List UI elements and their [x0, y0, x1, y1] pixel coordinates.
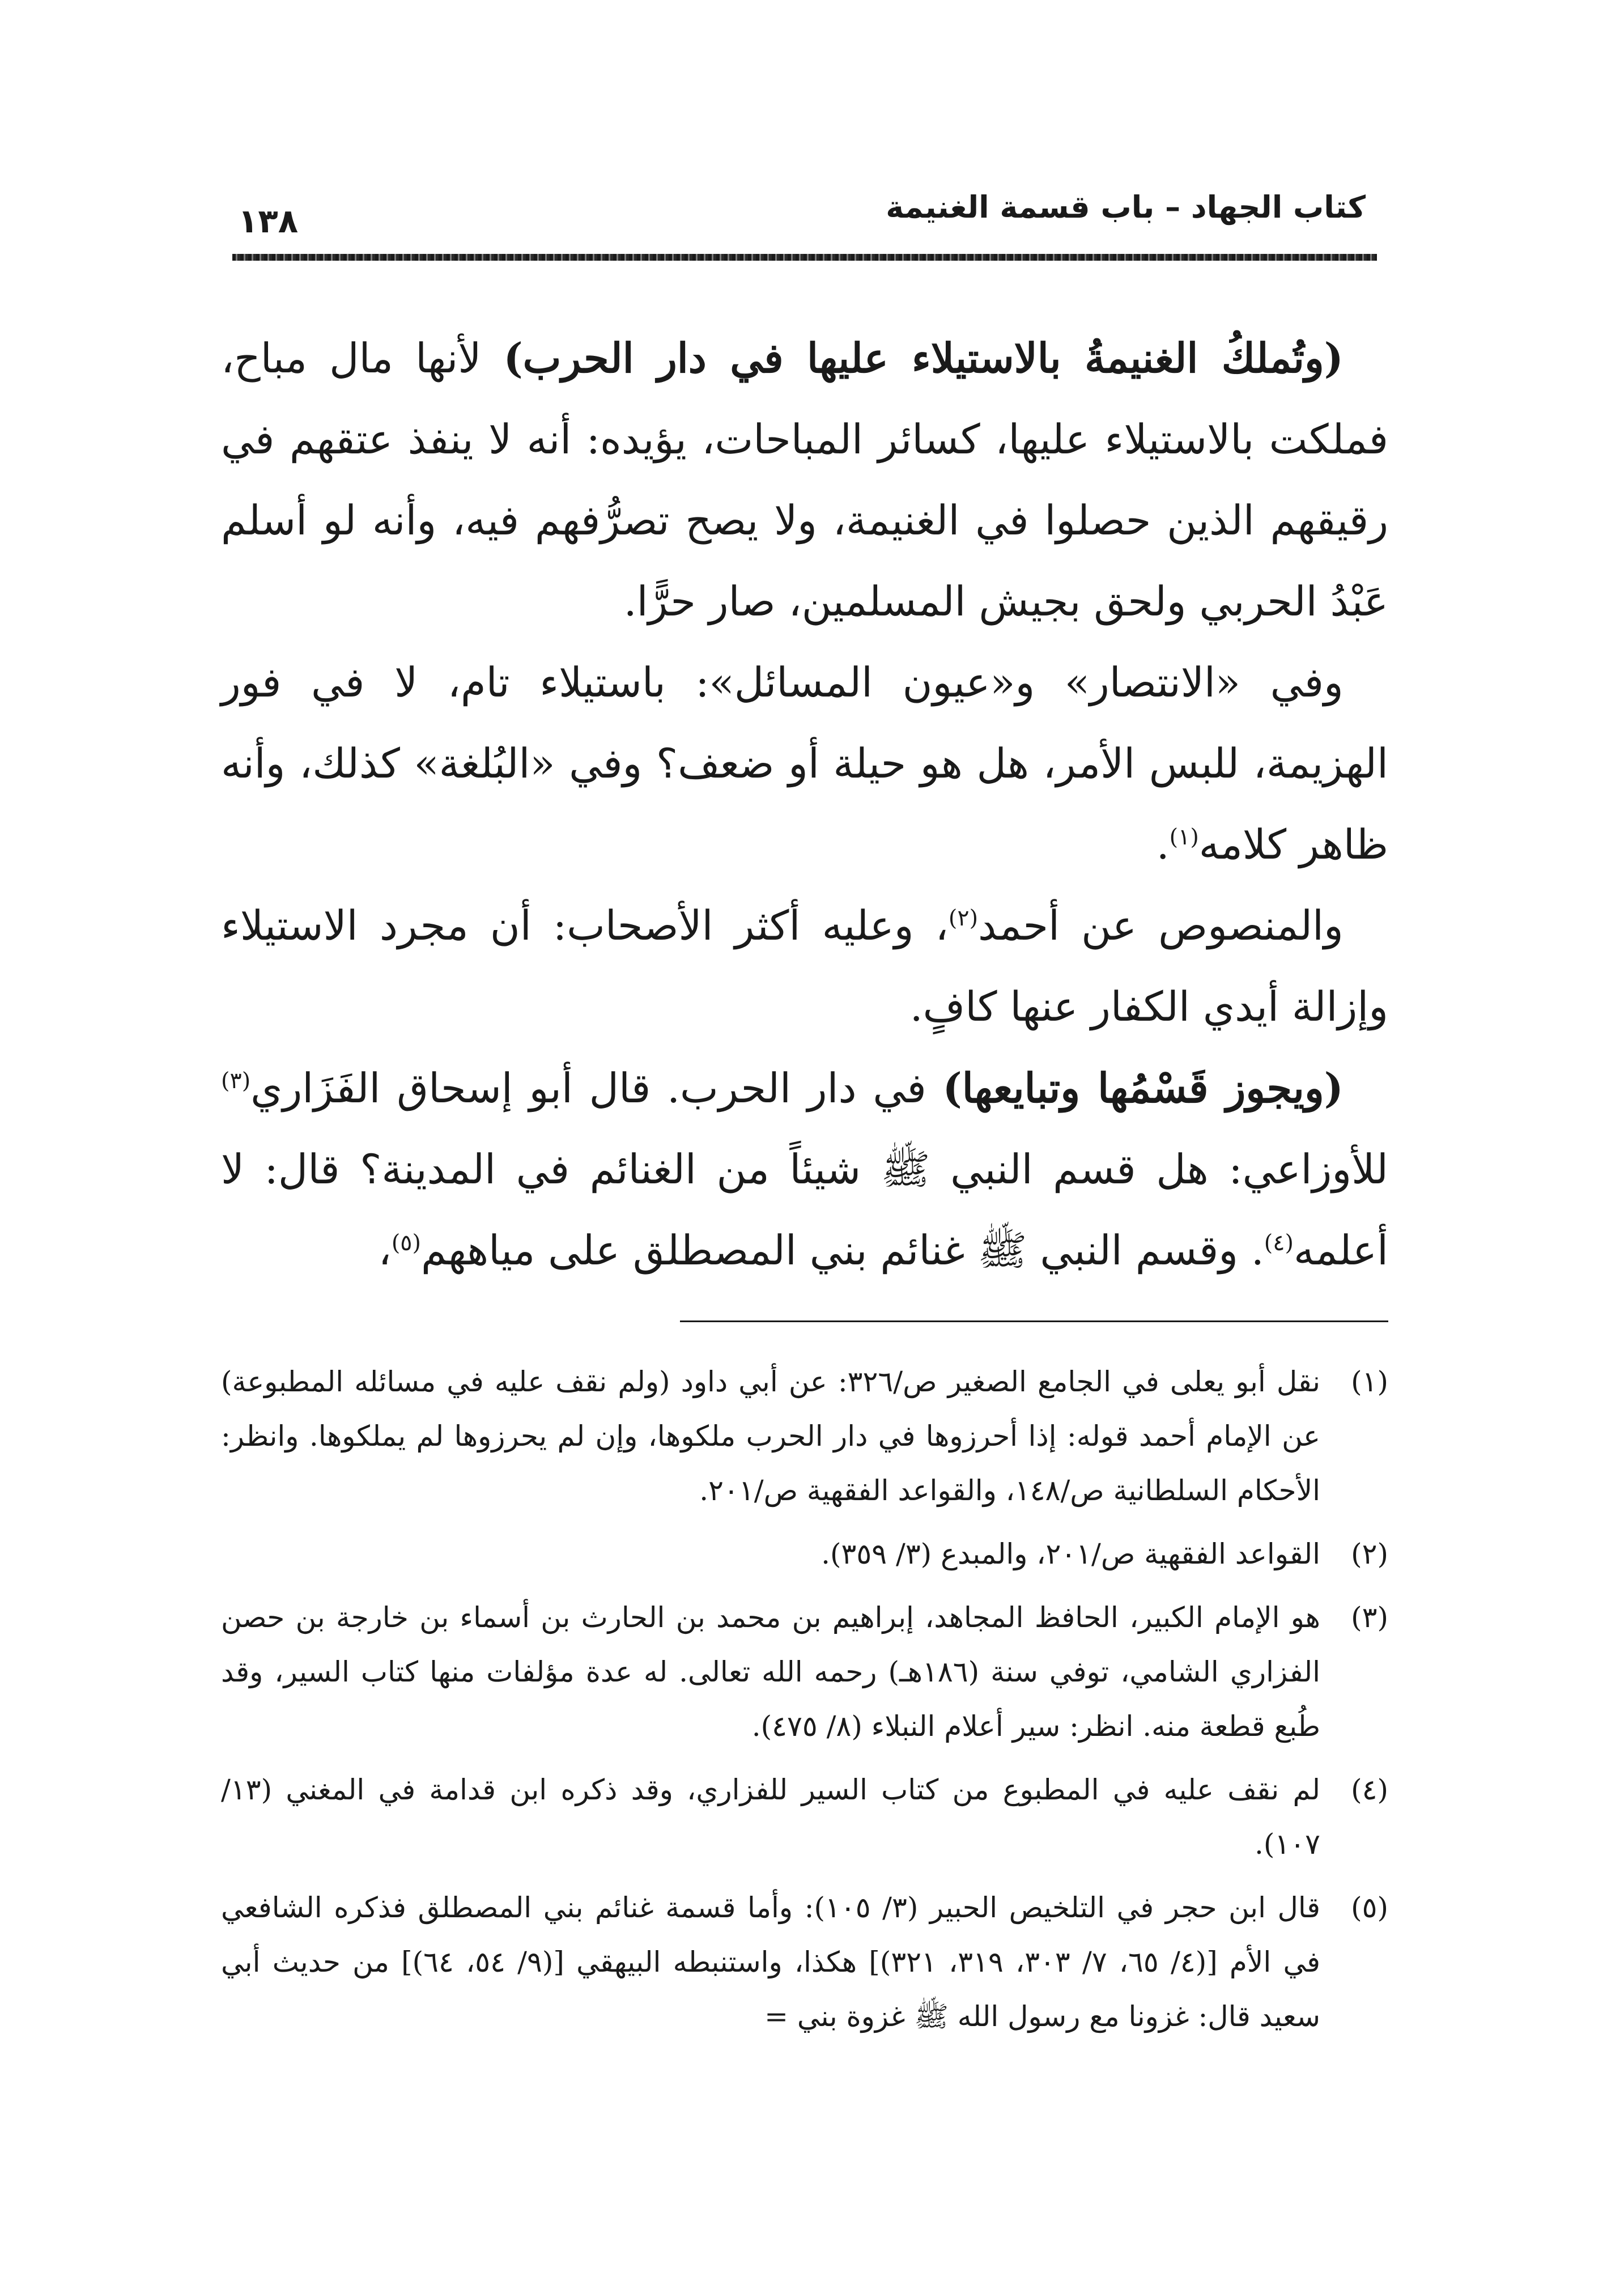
matn-division: (ويجوز قَسْمُها وتبايعها)	[942, 1064, 1344, 1112]
footnote-1	[221, 1354, 1388, 1518]
footnote-ref-1: (١)	[1169, 824, 1199, 850]
paragraph-1-text: لأنها مال مباح، فملكت بالاستيلاء عليها، كسائر المباحات، يؤيده: أنه لا ينفذ عتقهم في رقيقهم الذين حصلوا في الغنيمة، ولا يصح تصرُّفهم فيه، وأنه لو أسلم عَبْدُ الحربي ولحق بجيش المسلمين، صار حرًّا.	[221, 334, 1388, 625]
paragraph-4-text-b: للأوزاعي: هل قسم النبي ﷺ شيئاً من الغنائم في المدينة؟ قال: لا أعلمه	[221, 1145, 1388, 1274]
paragraph-2-text: وفي «الانتصار» و«عيون المسائل»: باستيلاء تام، لا في فور الهزيمة، للبس الأمر، هل هو حيلة أو ضعف؟ وفي «البُلغة» كذلك، وأنه ظاهر كلامه	[221, 659, 1388, 868]
paragraph-4	[221, 1047, 1388, 1291]
footnote-text: القواعد الفقهية ص/٢٠١، والمبدع (٣/ ٣٥٩).	[821, 1538, 1320, 1570]
page-number: ١٣٨	[238, 202, 299, 240]
footnote-3	[221, 1590, 1388, 1753]
paragraph-3	[221, 885, 1388, 1047]
paragraph-1	[221, 317, 1388, 642]
paragraph-2	[221, 642, 1388, 885]
footnote-4	[221, 1763, 1388, 1871]
footnote-ref-5: (٥)	[391, 1230, 421, 1256]
header-rule	[232, 254, 1377, 261]
footnote-separator	[680, 1320, 1388, 1322]
footnote-number: (٥)	[1351, 1891, 1388, 1924]
footnote-text: نقل أبو يعلى في الجامع الصغير ص/٣٢٦: عن أبي داود (ولم نقف عليه في مسائله المطبوعة) عن الإمام أحمد قوله: إذا أحرزوها في دار الحرب ملكوها، وإن لم يحرزوها لم يملكوها. وانظر: الأحكام السلطانية ص/١٤٨، والقواعد الفقهية ص/٢٠١.	[221, 1365, 1320, 1507]
matn-ghanima-ownership: (وتُملكُ الغنيمةُ بالاستيلاء عليها في دار الحرب)	[503, 334, 1344, 382]
footnote-text: لم نقف عليه في المطبوع من كتاب السير للفزاري، وقد ذكره ابن قدامة في المغني (١٣/ ١٠٧).	[221, 1773, 1320, 1861]
footnotes	[221, 1354, 1388, 2053]
footnote-2	[221, 1527, 1388, 1581]
footnote-text: هو الإمام الكبير، الحافظ المجاهد، إبراهيم بن محمد بن الحارث بن أسماء بن خارجة بن حصن الفزاري الشامي، توفي سنة (١٨٦هـ) رحمه الله تعالى. له عدة مؤلفات منها كتاب السير، وقد طُبع قطعة منه. انظر: سير أعلام النبلاء (٨/ ٤٧٥).	[221, 1601, 1320, 1743]
paragraph-3-text-b: ، وعليه أكثر الأصحاب: أن مجرد الاستيلاء وإزالة أيدي الكفار عنها كافٍ.	[221, 902, 1388, 1030]
footnote-number: (١)	[1351, 1365, 1388, 1398]
footnote-5	[221, 1880, 1388, 2044]
main-text	[221, 317, 1388, 1291]
footnote-number: (٣)	[1351, 1601, 1388, 1634]
footnote-text: قال ابن حجر في التلخيص الحبير (٣/ ١٠٥): وأما قسمة غنائم بني المصطلق فذكره الشافعي في الأم [(٤/ ٦٥، ٧/ ٣٠٣، ٣١٩، ٣٢١)] هكذا، واستنبطه البيهقي [(٩/ ٥٤، ٦٤)] من حديث أبي سعيد قال: غزونا مع رسول الله ﷺ غزوة بني =	[221, 1891, 1321, 2033]
paragraph-2-end: .	[1156, 821, 1170, 868]
header-title: كتاب الجهاد – باب قسمة الغنيمة	[886, 189, 1366, 225]
footnote-number: (٤)	[1351, 1773, 1388, 1806]
footnote-ref-2: (٢)	[948, 905, 979, 931]
footnote-ref-4: (٤)	[1264, 1230, 1294, 1256]
paragraph-3-text-a: والمنصوص عن أحمد	[978, 902, 1344, 949]
paragraph-4-text-d: ،	[378, 1226, 392, 1274]
paragraph-4-text-a: في دار الحرب. قال أبو إسحاق الفَزَاري	[250, 1064, 943, 1112]
paragraph-4-text-c: . وقسم النبي ﷺ غنائم بني المصطلق على مياههم	[420, 1226, 1264, 1274]
footnote-number: (٢)	[1351, 1538, 1388, 1570]
footnote-ref-3: (٣)	[221, 1068, 251, 1094]
running-header	[221, 181, 1388, 266]
